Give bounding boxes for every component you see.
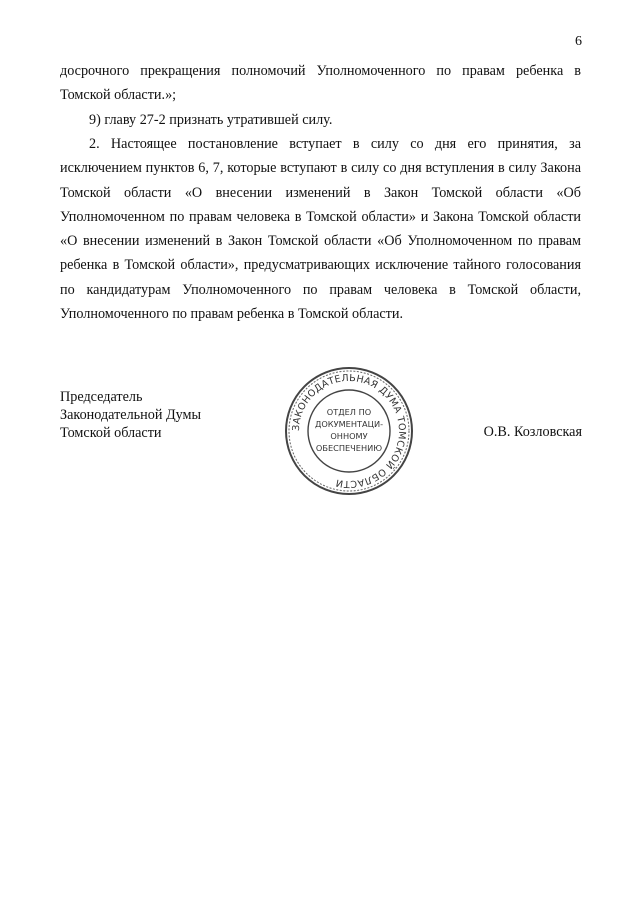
official-seal-stamp bbox=[283, 365, 415, 497]
signatory-name: О.В. Козловская bbox=[483, 424, 582, 440]
signatory-title-line: Законодательной Думы bbox=[60, 407, 202, 423]
paragraph-item-2 bbox=[60, 132, 581, 326]
page-number: 6 bbox=[575, 34, 582, 49]
paragraph-text: досрочного прекращения полномочий Уполномоченного по правам ребенка в Томской области.»; bbox=[60, 63, 581, 104]
seal-center-text: ОБЕСПЕЧЕНИЮ bbox=[315, 443, 383, 453]
signatory-title-line: Томской области bbox=[60, 425, 162, 441]
paragraph-item-9 bbox=[60, 108, 581, 132]
seal-center-text: ОТДЕЛ ПО bbox=[326, 407, 372, 417]
signatory-title bbox=[60, 388, 201, 442]
seal-center-text: ДОКУМЕНТАЦИ- bbox=[314, 419, 384, 429]
paragraph-continuation bbox=[60, 59, 581, 108]
paragraph-text: 9) главу 27-2 признать утратившей силу. bbox=[89, 112, 333, 128]
seal-graphic bbox=[283, 365, 415, 497]
paragraph-text: 2. Настоящее постановление вступает в силу со дня его принятия, за исключением пунктов 6, 7, которые вступают в силу со дня вступления в силу Закона Томской области «О внесении изменений в Закон Томской области «Об Уполномоченном по правам человека в Томской области» и Закона Томской области «О внесении изменений в Закон Томской области «Об Уполномоченном по правам ребенка в Томской области», предусматривающих исключение тайного голосования по кандидатурам Уполномоченного по правам человека в Томской области, Уполномоченного по правам ребенка в Томской области. bbox=[60, 136, 581, 323]
signatory-title-line: Председатель bbox=[60, 389, 143, 405]
seal-center-text: ОННОМУ bbox=[330, 431, 368, 441]
seal-ring-text: ЗАКОНОДАТЕЛЬНАЯ ДУМА ТОМСКОЙ ОБЛАСТИ bbox=[290, 372, 408, 490]
